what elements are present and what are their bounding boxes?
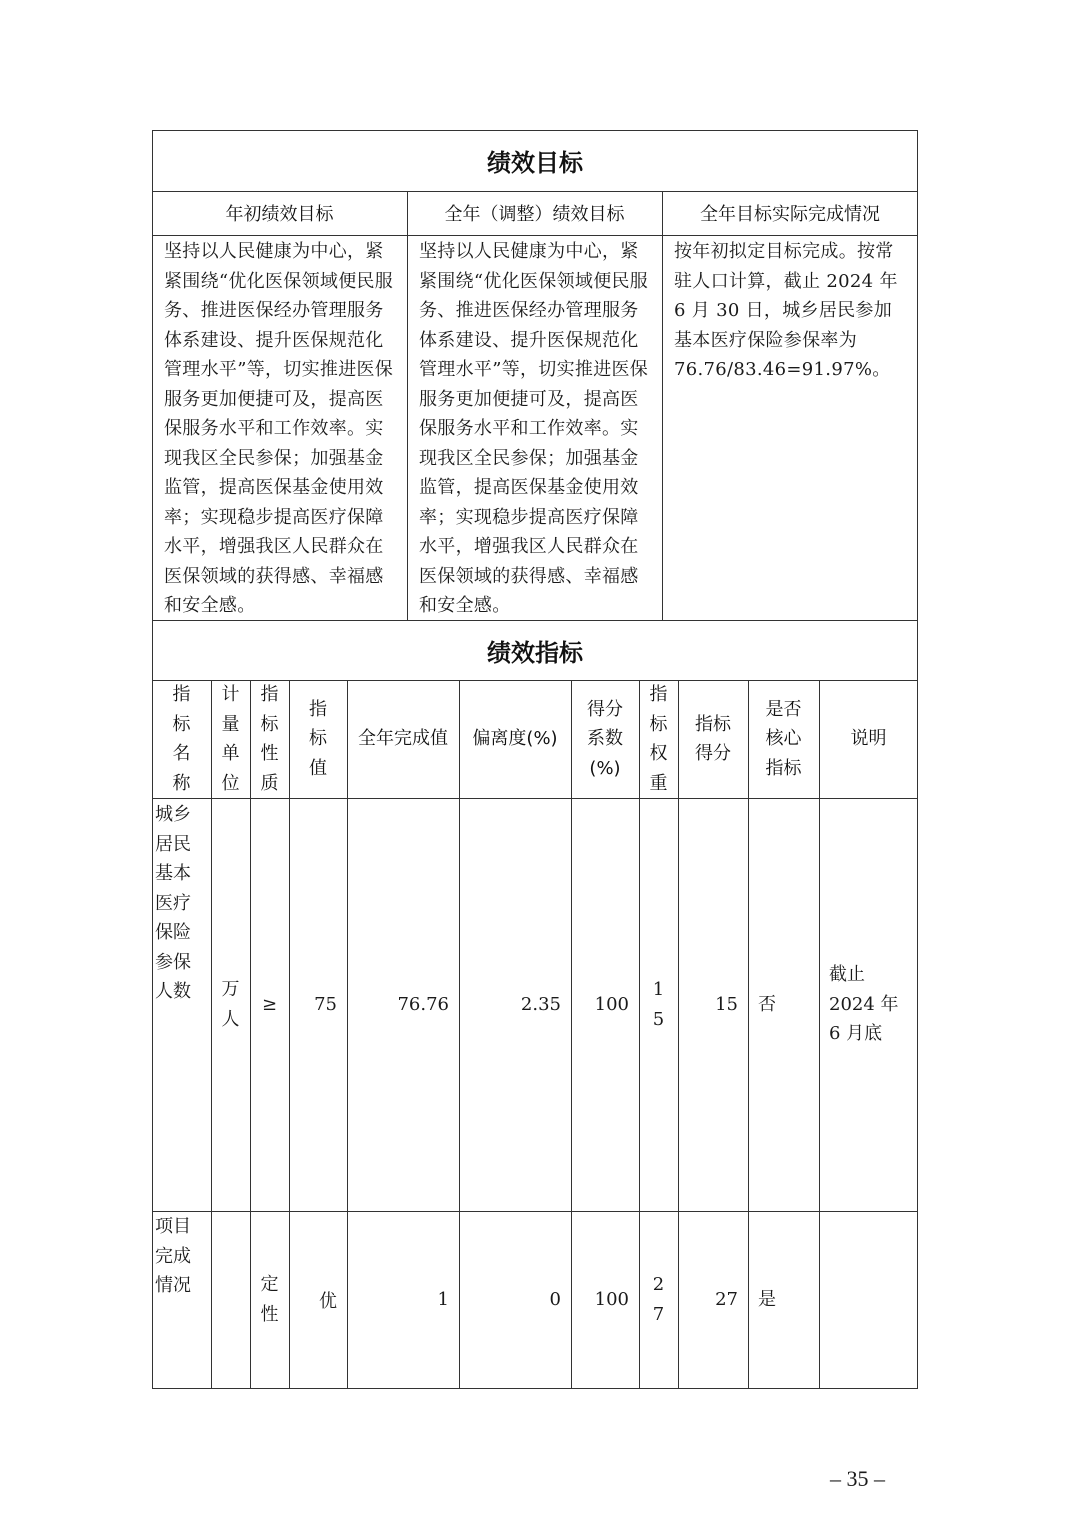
indicator-score: 15 <box>715 994 738 1015</box>
indicator-target: 优 <box>319 1290 337 1312</box>
indicator-name: 项目完成情况 <box>155 1216 191 1296</box>
column-header-initial-goal: 年初绩效目标 <box>225 204 334 225</box>
header-target-value: 指标值 <box>309 698 327 779</box>
header-nature: 指标性质 <box>260 684 279 794</box>
header-is-core: 是否核心指标 <box>765 698 802 779</box>
header-score-coefficient: 得分系数(%) <box>587 698 623 779</box>
indicator-unit <box>211 1211 250 1388</box>
header-deviation: 偏离度(%) <box>472 728 558 750</box>
indicator-score: 27 <box>715 1289 738 1310</box>
header-score: 指标得分 <box>695 713 731 764</box>
indicator-nature: ≥ <box>261 993 278 1015</box>
column-header-adjusted-goal: 全年（调整）绩效目标 <box>444 204 625 225</box>
initial-goal-text: 坚持以人民健康为中心，紧紧围绕“优化医保领域便民服务、推进医保经办管理服务体系建设、提升医保规范化管理水平”等，切实推进医保服务更加便捷可及，提高医保服务水平和工作效率。实现我区全民参保；加强基金监管，提高医保基金使用效率；实现稳步提高医疗保障水平，增强我区人民群众在医保领域的获得感、幸福感和安全感。 <box>164 241 394 616</box>
indicator-weight: 15 <box>652 979 665 1030</box>
adjusted-goal-text: 坚持以人民健康为中心，紧紧围绕“优化医保领域便民服务、推进医保经办管理服务体系建设、提升医保规范化管理水平”等，切实推进医保服务更加便捷可及，提高医保服务水平和工作效率。实现我区全民参保；加强基金监管，提高医保基金使用效率；实现稳步提高医疗保障水平，增强我区人民群众在医保领域的获得感、幸福感和安全感。 <box>419 241 649 616</box>
indicator-weight: 27 <box>652 1274 665 1325</box>
indicator-actual: 76.76 <box>397 994 449 1015</box>
indicator-note <box>819 1211 918 1388</box>
indicator-coefficient: 100 <box>594 994 629 1015</box>
indicator-is-core: 是 <box>758 1288 776 1310</box>
indicator-coefficient: 100 <box>594 1289 629 1310</box>
indicator-nature: 定性 <box>260 1274 279 1325</box>
header-note: 说明 <box>850 728 887 750</box>
header-unit: 计量单位 <box>221 684 240 794</box>
header-weight: 指标权重 <box>649 684 668 794</box>
page-number: – 35 – <box>830 1466 885 1491</box>
indicator-note: 截止 2024 年 6 月底 <box>829 964 899 1045</box>
actual-completion-text: 按年初拟定目标完成。按常驻人口计算，截止 2024 年 6 月 30 日，城乡居民参加基本医疗保险参保率为 76.76/83.46=91.97%。 <box>674 241 898 380</box>
header-indicator-name: 指标名称 <box>172 684 191 794</box>
indicator-actual: 1 <box>437 1289 449 1310</box>
indicator-name: 城乡居民基本医疗保险参保人数 <box>155 804 191 1002</box>
indicators-section-title: 绩效指标 <box>487 638 583 667</box>
indicator-is-core: 否 <box>758 993 776 1015</box>
goals-section-title: 绩效目标 <box>487 149 583 177</box>
indicator-deviation: 0 <box>549 1289 561 1310</box>
header-actual-value: 全年完成值 <box>358 728 448 750</box>
indicator-target: 75 <box>314 994 337 1015</box>
indicator-deviation: 2.35 <box>520 994 561 1015</box>
column-header-actual-completion: 全年目标实际完成情况 <box>700 204 880 225</box>
indicator-unit: 万人 <box>221 979 240 1030</box>
